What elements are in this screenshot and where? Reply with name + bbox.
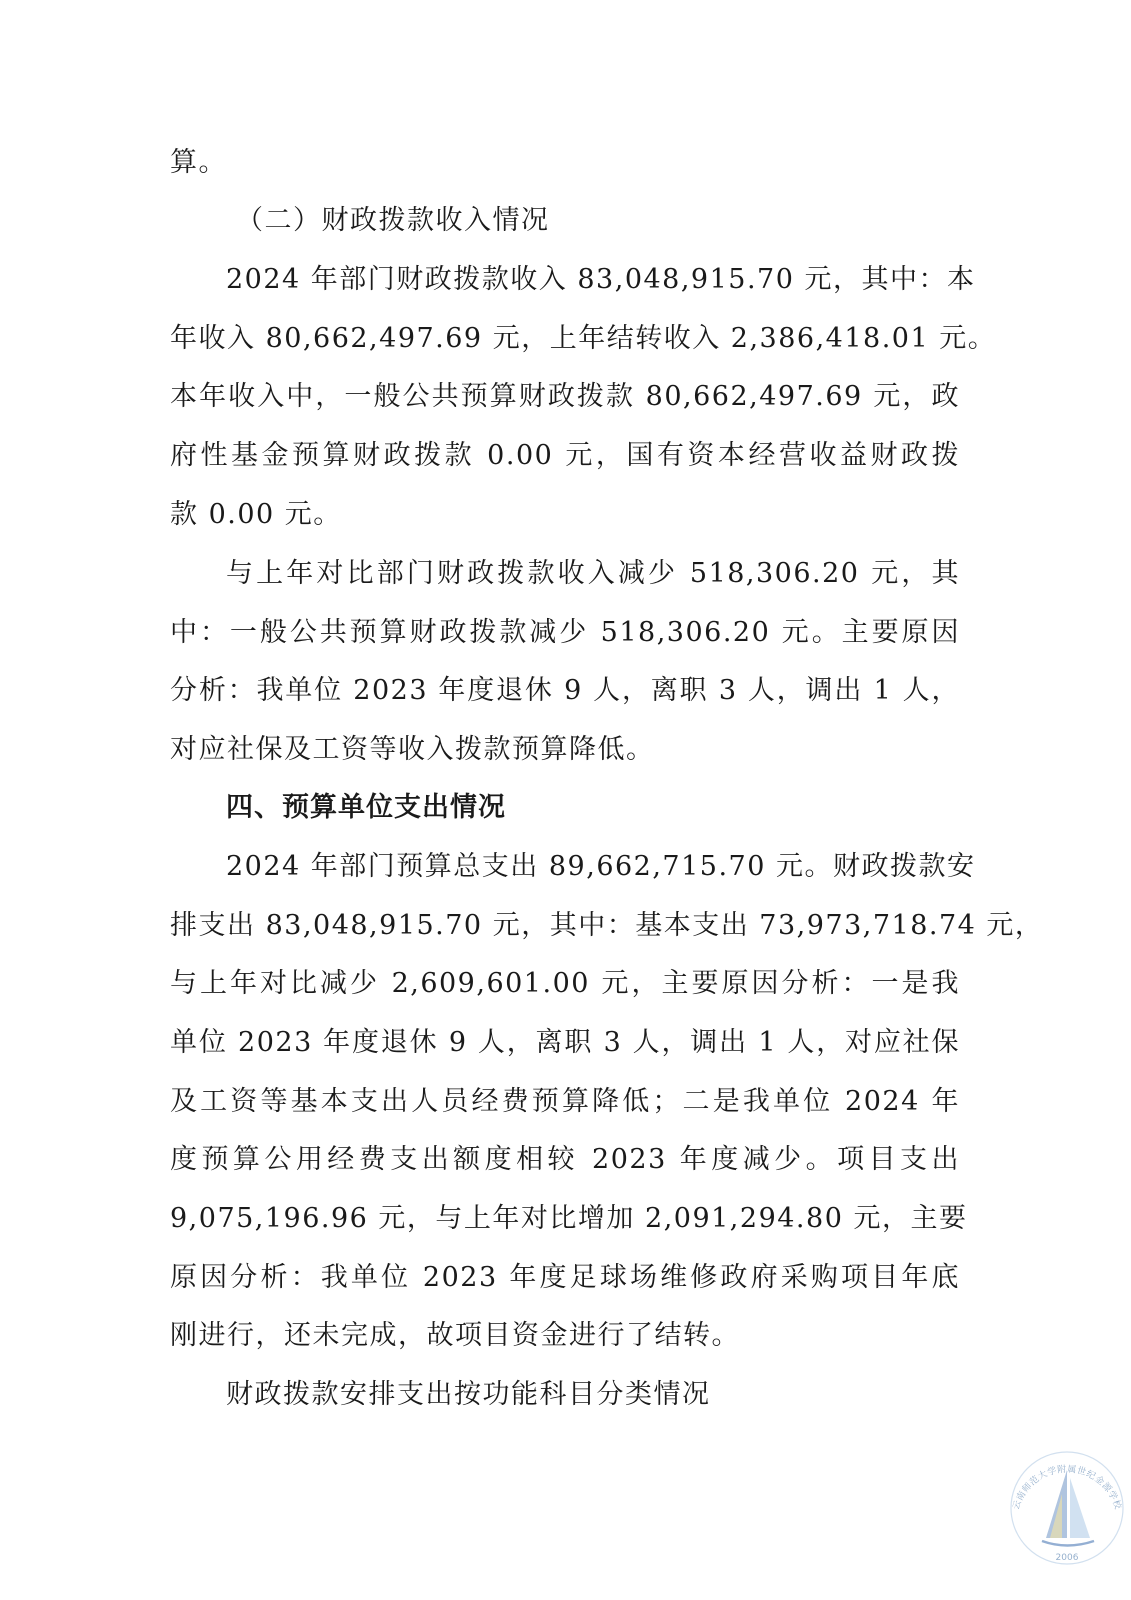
text-line: 9,075,196.96 元，与上年对比增加 2,091,294.80 元，主要 [170, 1203, 968, 1234]
text-line: 原因分析：我单位 2023 年度足球场维修政府采购项目年底 [170, 1262, 960, 1293]
text-line: 财政拨款安排支出按功能科目分类情况 [226, 1379, 711, 1410]
text-line: 本年收入中，一般公共预算财政拨款 80,662,497.69 元，政 [170, 381, 960, 412]
text-line: 款 0.00 元。 [170, 499, 342, 530]
text-line: 对应社保及工资等收入拨款预算降低。 [170, 734, 655, 765]
text-line: 分析：我单位 2023 年度退休 9 人，离职 3 人，调出 1 人， [170, 675, 960, 706]
section-subheading: （二）财政拨款收入情况 [236, 205, 550, 236]
text-line: 排支出 83,048,915.70 元，其中：基本支出 73,973,718.74 元， [170, 910, 1044, 941]
seal-arc-text: 云南师范大学附属世纪金源学校 [1011, 1464, 1123, 1512]
section-heading: 四、预算单位支出情况 [226, 792, 506, 823]
seal-footer-text: 2006 [1055, 1553, 1079, 1563]
school-seal-logo [1004, 1442, 1130, 1568]
text-line: 与上年对比减少 2,609,601.00 元，主要原因分析：一是我 [170, 968, 960, 999]
text-line: 算。 [170, 147, 227, 178]
text-line: 2024 年部门预算总支出 89,662,715.70 元。财政拨款安 [226, 851, 976, 882]
text-line: 度预算公用经费支出额度相较 2023 年度减少。项目支出 [170, 1144, 960, 1175]
text-line: 与上年对比部门财政拨款收入减少 518,306.20 元，其 [226, 558, 960, 589]
text-line: 刚进行，还未完成，故项目资金进行了结转。 [170, 1320, 740, 1351]
text-line: 及工资等基本支出人员经费预算降低；二是我单位 2024 年 [170, 1086, 960, 1117]
text-line: 中：一般公共预算财政拨款减少 518,306.20 元。主要原因 [170, 617, 960, 648]
text-line: 府性基金预算财政拨款 0.00 元，国有资本经营收益财政拨 [170, 440, 960, 471]
text-line: 2024 年部门财政拨款收入 83,048,915.70 元，其中：本 [226, 264, 976, 295]
text-line: 年收入 80,662,497.69 元，上年结转收入 2,386,418.01 元。 [170, 323, 997, 354]
text-line: 单位 2023 年度退休 9 人，离职 3 人，调出 1 人，对应社保 [170, 1027, 960, 1058]
